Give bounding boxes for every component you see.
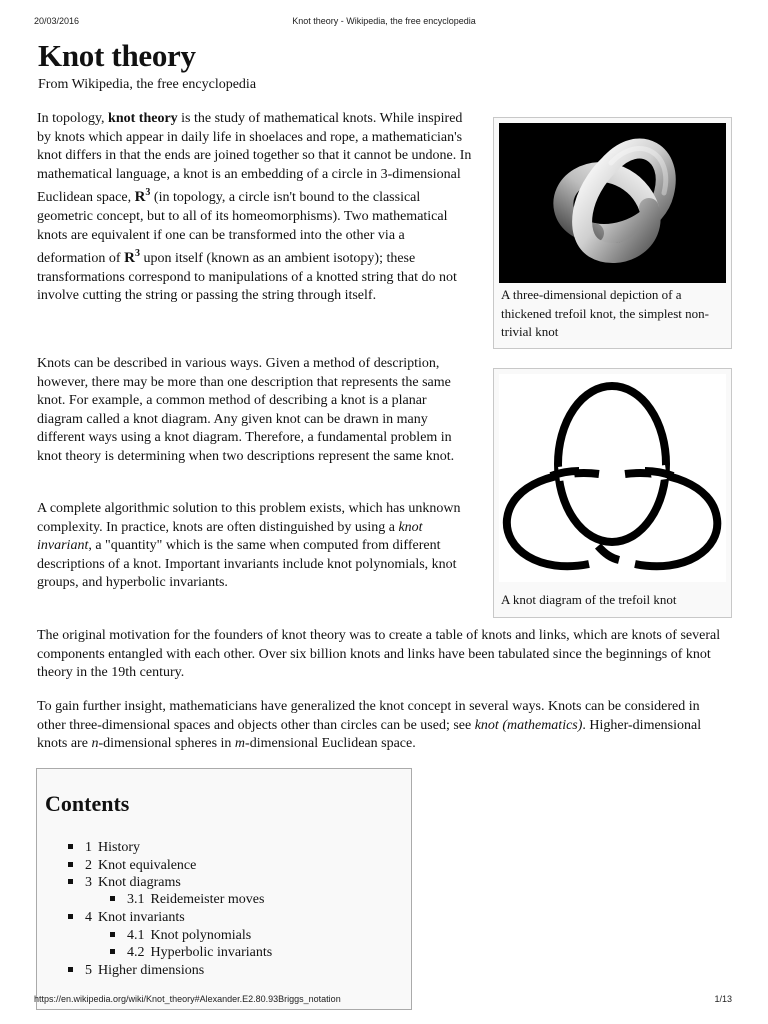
- knot-theory-term: knot theory: [108, 111, 178, 126]
- generalization-paragraph: To gain further insight, mathematicians have generalized the knot concept in several ways. Knots can be considered in other three-dimensional spaces and objects other than circles can be used; see knot (mathematics). Higher-dimensional knots are n-dimensional spheres in m-dimensional Euclidean space.: [37, 699, 702, 752]
- table-of-contents: [36, 768, 412, 1010]
- print-url: https://en.wikipedia.org/wiki/Knot_theory#Alexander.E2.80.93Briggs_notation: [34, 994, 341, 1004]
- r3-symbol: $R^3$: [134, 187, 151, 206]
- invariant-paragraph: A complete algorithmic solution to this problem exists, which has unknown complexity. In practice, knots are often distinguished by using a knot invariant, a "quantity" which is the same when computed from different descriptions of a knot. Important invariants include knot polynomials, knot groups, and hyperbolic invariants.: [37, 501, 461, 591]
- knot-mathematics-link[interactable]: knot (mathematics): [474, 717, 583, 733]
- bullet-icon: [68, 879, 73, 884]
- bullet-icon: [68, 914, 73, 919]
- trefoil-3d-render-image[interactable]: [499, 123, 726, 283]
- bullet-icon: [68, 862, 73, 867]
- trefoil-diagram-caption: A knot diagram of the trefoil knot: [501, 592, 677, 607]
- toc-item-knot-diagrams[interactable]: 3 Knot diagrams: [68, 874, 181, 891]
- article-title: Knot theory: [38, 38, 196, 73]
- bullet-icon: [68, 844, 73, 849]
- trefoil-diagram-figure: [493, 368, 732, 618]
- toc-title: Contents: [45, 791, 130, 816]
- motivation-paragraph: The original motivation for the founders of knot theory was to create a table of knots and links, which are knots of several components entangled with each other. Over six billion knots and links have been tabulated since the beginnings of knot theory in the 19th century.: [37, 628, 721, 681]
- toc-item-reidemeister-moves[interactable]: 3.1 Reidemeister moves: [110, 891, 264, 908]
- intro-paragraph: In topology, knot theory is the study of mathematical knots. While inspired by knots which appear in daily life in shoelaces and rope, a mathematician's knot differs in that the ends are joined together so that it cannot be undone. In mathematical language, a knot is an embedding of a circle in 3-dimensional Euclidean space, $R^3$ (in topology, a circle isn't bound to the classical geometric concept, but to all of its homeomorphisms). Two mathematical knots are equivalent if one can be transformed into the other via a deformation of $R^3$ upon itself (known as an ambient isotopy); these transformations correspond to manipulations of a knotted string that do not involve cutting the string or passing the string through itself.: [37, 111, 472, 304]
- article-subtitle: From Wikipedia, the free encyclopedia: [38, 77, 257, 92]
- r3-symbol: $R^3$: [124, 248, 140, 267]
- bullet-icon: [110, 932, 115, 937]
- bullet-icon: [110, 949, 115, 954]
- trefoil-3d-figure: [493, 117, 732, 349]
- knot-invariant-link[interactable]: knot invariant: [37, 519, 423, 554]
- trefoil-knot-diagram-image[interactable]: [499, 374, 726, 582]
- print-footer: [0, 994, 768, 1008]
- toc-item-higher-dimensions[interactable]: 5 Higher dimensions: [68, 962, 204, 979]
- toc-item-knot-invariants[interactable]: 4 Knot invariants: [68, 909, 185, 926]
- print-page-number: 1/13: [714, 994, 732, 1004]
- print-header: [0, 16, 768, 30]
- toc-item-knot-equivalence[interactable]: 2 Knot equivalence: [68, 857, 196, 874]
- bullet-icon: [110, 896, 115, 901]
- description-paragraph: Knots can be described in various ways. Given a method of description, however, there may be more than one description that represents the same knot. For example, a common method of describing a knot is a planar diagram called a knot diagram. Any given knot can be drawn in many different ways using a knot diagram. Therefore, a fundamental problem in knot theory is determining when two descriptions represent the same knot.: [37, 356, 455, 464]
- toc-item-history[interactable]: 1 History: [68, 839, 140, 856]
- print-page-title: Knot theory - Wikipedia, the free encyclopedia: [292, 16, 476, 26]
- toc-item-knot-polynomials[interactable]: 4.1 Knot polynomials: [110, 927, 251, 944]
- print-date: 20/03/2016: [34, 16, 80, 26]
- trefoil-3d-caption: A three-dimensional depiction of a thickened trefoil knot, the simplest non-trivial knot: [501, 287, 709, 340]
- bullet-icon: [68, 967, 73, 972]
- toc-item-hyperbolic-invariants[interactable]: 4.2 Hyperbolic invariants: [110, 944, 272, 961]
